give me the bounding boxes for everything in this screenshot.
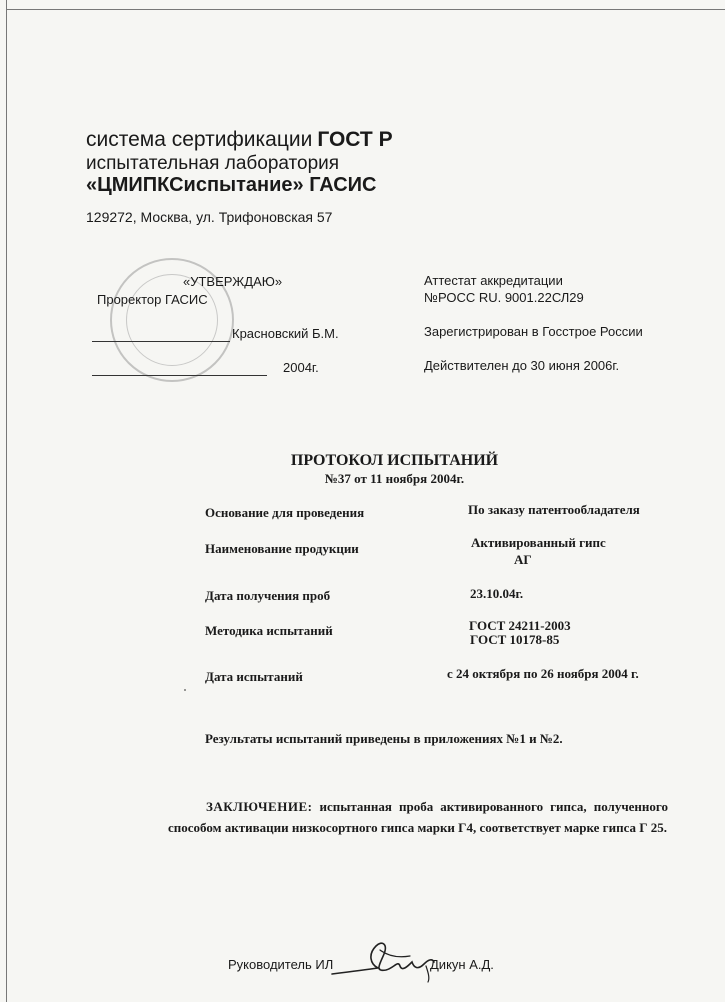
header-line-2: испытательная лаборатория xyxy=(86,153,340,174)
field-label-test-date: Дата испытаний xyxy=(205,669,303,684)
field-value-product-code: АГ xyxy=(514,552,532,567)
approval-signature-line xyxy=(92,341,230,342)
approval-role: Проректор ГАСИС xyxy=(97,292,208,307)
conclusion-heading: ЗАКЛЮЧЕНИЕ: xyxy=(206,799,313,814)
header-line-1: система сертификации ГОСТ Р xyxy=(86,128,393,151)
field-label-product: Наименование продукции xyxy=(205,541,359,556)
approval-name: Красновский Б.М. xyxy=(232,326,339,341)
signatory-name: Дикун А.Д. xyxy=(430,957,494,972)
field-value-sample-date: 23.10.04г. xyxy=(470,586,524,601)
field-value-basis: По заказу патентообладателя xyxy=(468,502,640,517)
approval-title: «УТВЕРЖДАЮ» xyxy=(183,274,283,289)
field-value-method-2: ГОСТ 10178-85 xyxy=(470,632,560,647)
scan-edge-top xyxy=(6,9,725,10)
handwritten-signature-icon xyxy=(328,936,438,986)
approval-date-line xyxy=(92,375,267,376)
field-value-product: Активированный гипс xyxy=(471,535,606,550)
accreditation-line-2: №РОСС RU. 9001.22СЛ29 xyxy=(424,290,584,305)
field-label-basis: Основание для проведения xyxy=(205,505,365,520)
address: 129272, Москва, ул. Трифоновская 57 xyxy=(86,209,333,225)
accreditation-line-1: Аттестат аккредитации xyxy=(424,273,563,288)
accreditation-line-3: Зарегистрирован в Госстрое России xyxy=(424,324,643,339)
field-value-test-date: с 24 октября по 26 ноября 2004 г. xyxy=(447,666,639,681)
signature-block xyxy=(228,957,494,972)
conclusion xyxy=(168,796,668,838)
field-label-sample-date: Дата получения проб xyxy=(205,588,331,603)
results-statement: Результаты испытаний приведены в приложениях №1 и №2. xyxy=(205,731,563,746)
field-label-method: Методика испытаний xyxy=(205,623,333,638)
accreditation-line-4: Действителен до 30 июня 2006г. xyxy=(424,358,620,373)
approval-year: 2004г. xyxy=(283,360,319,375)
protocol-number: №37 от 11 ноября 2004г. xyxy=(324,471,465,486)
conclusion-text: испытанная проба активированного гипса, полученного способом активации низкосортного гипса марки Г4, соответствует марке гипса Г 25. xyxy=(168,799,668,835)
scan-edge-left xyxy=(6,0,7,1002)
scan-speck xyxy=(184,689,186,691)
protocol-title: ПРОТОКОЛ ИСПЫТАНИЙ xyxy=(290,452,499,469)
header-line-3: «ЦМИПКСиспытание» ГАСИС xyxy=(86,174,377,196)
signatory-role: Руководитель ИЛ xyxy=(228,957,334,972)
field-value-method-1: ГОСТ 24211-2003 xyxy=(469,618,571,633)
